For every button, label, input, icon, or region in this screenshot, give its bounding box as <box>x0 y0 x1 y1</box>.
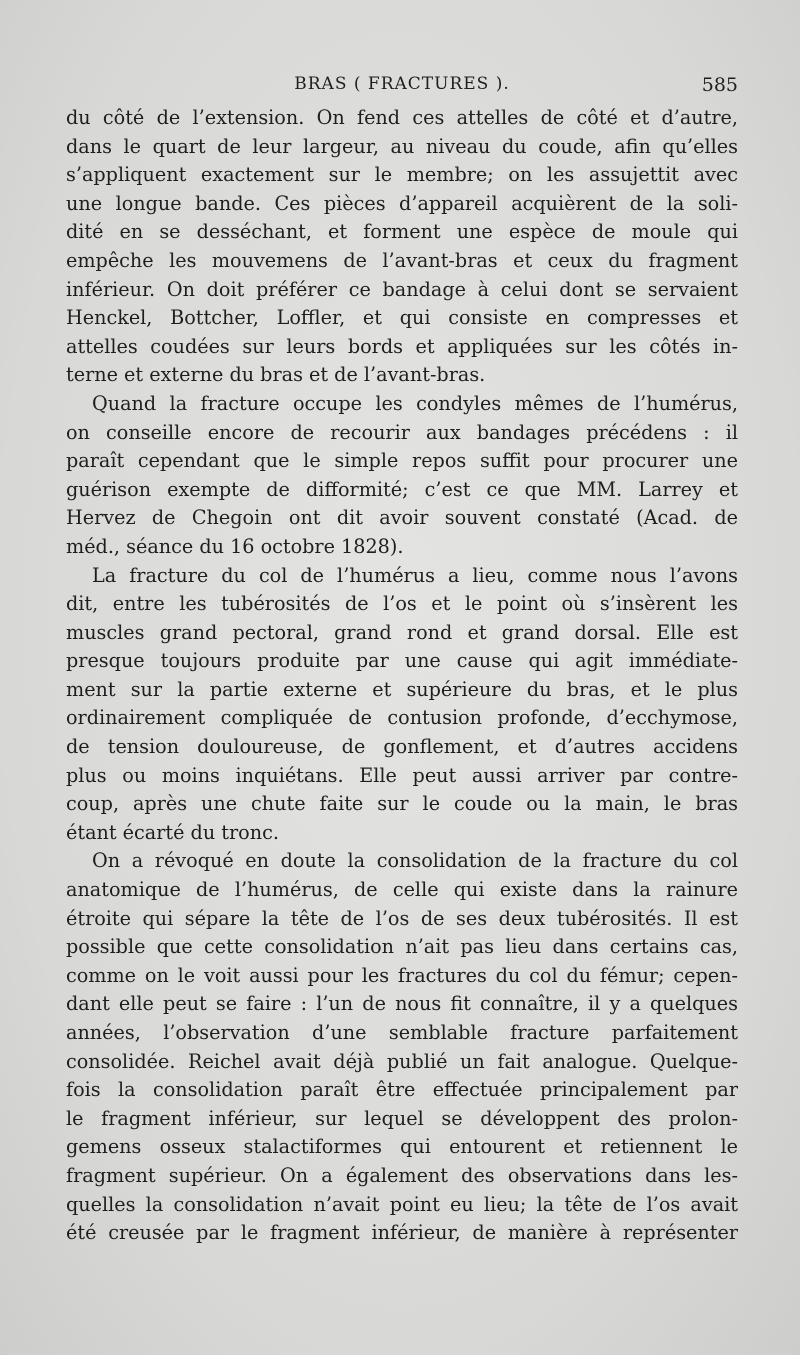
text-line: dité en se desséchant, et forment une espèce de moule qui <box>66 220 738 244</box>
running-header <box>66 74 738 100</box>
text-line: dit, entre les tubérosités de l’os et le point où s’insèrent les <box>66 592 738 616</box>
text-line: quelles la consolidation n’avait point eu lieu; la tête de l’os avait <box>66 1192 738 1216</box>
text-line: été creusée par le fragment inférieur, de manière à représenter <box>66 1221 738 1245</box>
text-line: attelles coudées sur leurs bords et appliquées sur les côtés in- <box>66 334 738 358</box>
text-line: le fragment inférieur, sur lequel se développent des prolon- <box>66 1106 738 1130</box>
text-line: muscles grand pectoral, grand rond et grand dorsal. Elle est <box>66 620 738 644</box>
text-line: Henckel, Bottcher, Loffler, et qui consiste en compresses et <box>66 306 738 330</box>
text-line: ordinairement compliquée de contusion profonde, d’ecchymose, <box>66 706 738 730</box>
text-line: gemens osseux stalactiformes qui entourent et retiennent le <box>66 1135 738 1159</box>
text-line: Quand la fracture occupe les condyles mêmes de l’humérus, <box>92 391 738 415</box>
text-line: étroite qui sépare la tête de l’os de ses deux tubérosités. Il est <box>66 906 738 930</box>
text-line: méd., séance du 16 octobre 1828). <box>66 534 404 558</box>
text-line: dans le quart de leur largeur, au niveau du coude, afin qu’elles <box>66 134 738 158</box>
text-line: plus ou moins inquiétans. Elle peut aussi arriver par contre- <box>66 763 738 787</box>
text-line: dant elle peut se faire : l’un de nous fit connaître, il y a quelques <box>66 992 738 1016</box>
text-line: possible que cette consolidation n’ait pas lieu dans certains cas, <box>66 935 738 959</box>
text-line: empêche les mouvemens de l’avant-bras et ceux du fragment <box>66 248 738 272</box>
text-line: de tension douloureuse, de gonflement, et d’autres accidens <box>66 735 738 759</box>
text-line: comme on le voit aussi pour les fractures du col du fémur; cepen- <box>66 963 738 987</box>
text-line: consolidée. Reichel avait déjà publié un fait analogue. Quelque- <box>66 1049 738 1073</box>
text-line: années, l’observation d’une semblable fracture parfaitement <box>66 1021 738 1044</box>
text-line: anatomique de l’humérus, de celle qui existe dans la rainure <box>66 878 738 902</box>
running-title: BRAS ( FRACTURES ). <box>294 74 510 94</box>
text-line: du côté de l’extension. On fend ces attelles de côté et d’autre, <box>66 106 738 129</box>
body-text <box>66 104 738 1248</box>
text-line: guérison exempte de difformité; c’est ce que MM. Larrey et <box>66 477 738 501</box>
text-line: inférieur. On doit préférer ce bandage à celui dont se servaient <box>66 277 738 301</box>
text-line: une longue bande. Ces pièces d’appareil acquièrent de la soli- <box>66 191 738 215</box>
text-line: on conseille encore de recourir aux bandages précédens : il <box>66 420 738 444</box>
text-line: s’appliquent exactement sur le membre; on les assujettit avec <box>66 163 738 187</box>
text-line: fragment supérieur. On a également des observations dans les- <box>66 1163 738 1187</box>
page-number: 585 <box>701 74 738 96</box>
text-line: On a révoqué en doute la consolidation de la fracture du col <box>92 849 738 873</box>
text-line: terne et externe du bras et de l’avant-bras. <box>66 363 486 387</box>
text-line: presque toujours produite par une cause qui agit immédiate- <box>66 649 738 673</box>
text-line: La fracture du col de l’humérus a lieu, comme nous l’avons <box>92 563 738 587</box>
text-line: fois la consolidation paraît être effectuée principalement par <box>66 1078 738 1102</box>
text-line: Hervez de Chegoin ont dit avoir souvent constaté (Acad. de <box>66 506 738 530</box>
text-line: étant écarté du tronc. <box>66 820 279 844</box>
text-line: coup, après une chute faite sur le coude ou la main, le bras <box>66 792 738 816</box>
text-line: ment sur la partie externe et supérieure du bras, et le plus <box>66 677 738 701</box>
text-line: paraît cependant que le simple repos suffit pour procurer une <box>66 449 738 473</box>
